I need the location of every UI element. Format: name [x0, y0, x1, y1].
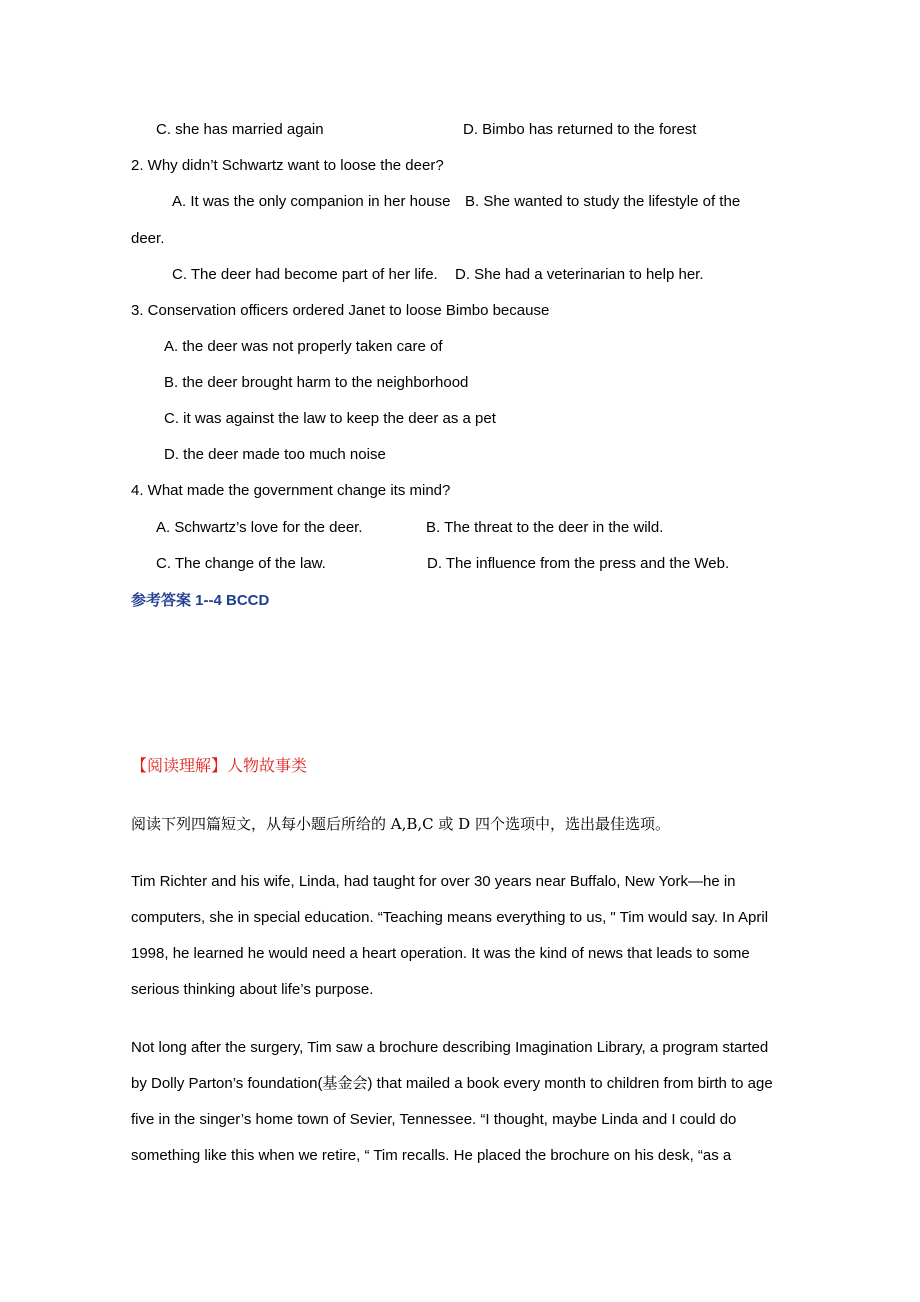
- passage-p1-line-2: computers, she in special education. “Teaching means everything to us, " Tim would say. In April: [131, 909, 769, 926]
- q3-option-d: D. the deer made too much noise: [164, 446, 386, 463]
- passage-p2-line-2: by Dolly Parton’s foundation(基金会) that mailed a book every month to children from birth to age: [131, 1075, 773, 1092]
- section-heading: 【阅读理解】人物故事类: [131, 756, 308, 775]
- q4-option-a: A. Schwartz’s love for the deer.: [156, 519, 363, 536]
- q1-option-c: C. she has married again: [156, 121, 324, 138]
- q2-option-c: C. The deer had become part of her life.: [172, 266, 438, 283]
- q4-stem: 4. What made the government change its mind?: [131, 482, 451, 499]
- q3-stem: 3. Conservation officers ordered Janet to loose Bimbo because: [131, 302, 550, 319]
- q3-option-b: B. the deer brought harm to the neighborhood: [164, 374, 469, 391]
- q4-option-b: B. The threat to the deer in the wild.: [426, 519, 664, 536]
- passage-p1-line-3: 1998, he learned he would need a heart operation. It was the kind of news that leads to some: [131, 945, 750, 962]
- passage-p2-line-3: five in the singer’s home town of Sevier, Tennessee. “I thought, maybe Linda and I could do: [131, 1111, 737, 1128]
- q2-option-b-continued: deer.: [131, 230, 165, 247]
- q2-option-a: A. It was the only companion in her house: [172, 193, 451, 210]
- q3-option-a: A. the deer was not properly taken care of: [164, 338, 443, 355]
- q2-option-d: D. She had a veterinarian to help her.: [455, 266, 704, 283]
- q4-option-d: D. The influence from the press and the Web.: [427, 555, 730, 572]
- passage-p2-line-4: something like this when we retire, “ Tim recalls. He placed the brochure on his desk, “as a: [131, 1147, 732, 1164]
- passage-p1-line-1: Tim Richter and his wife, Linda, had taught for over 30 years near Buffalo, New York—he in: [131, 873, 736, 890]
- q4-option-c: C. The change of the law.: [156, 555, 326, 572]
- q3-option-c: C. it was against the law to keep the deer as a pet: [164, 410, 496, 427]
- answer-key: 参考答案 1--4 BCCD: [131, 592, 270, 609]
- q1-option-d: D. Bimbo has returned to the forest: [463, 121, 697, 138]
- passage-p2-line-1: Not long after the surgery, Tim saw a brochure describing Imagination Library, a program started: [131, 1039, 769, 1056]
- q2-option-b: B. She wanted to study the lifestyle of the: [465, 193, 741, 210]
- instructions: 阅读下列四篇短文，从每小题后所给的 A,B,C 或 D 四个选项中，选出最佳选项。: [131, 815, 670, 833]
- q2-stem: 2. Why didn’t Schwartz want to loose the deer?: [131, 157, 444, 174]
- passage-p1-line-4: serious thinking about life’s purpose.: [131, 981, 374, 998]
